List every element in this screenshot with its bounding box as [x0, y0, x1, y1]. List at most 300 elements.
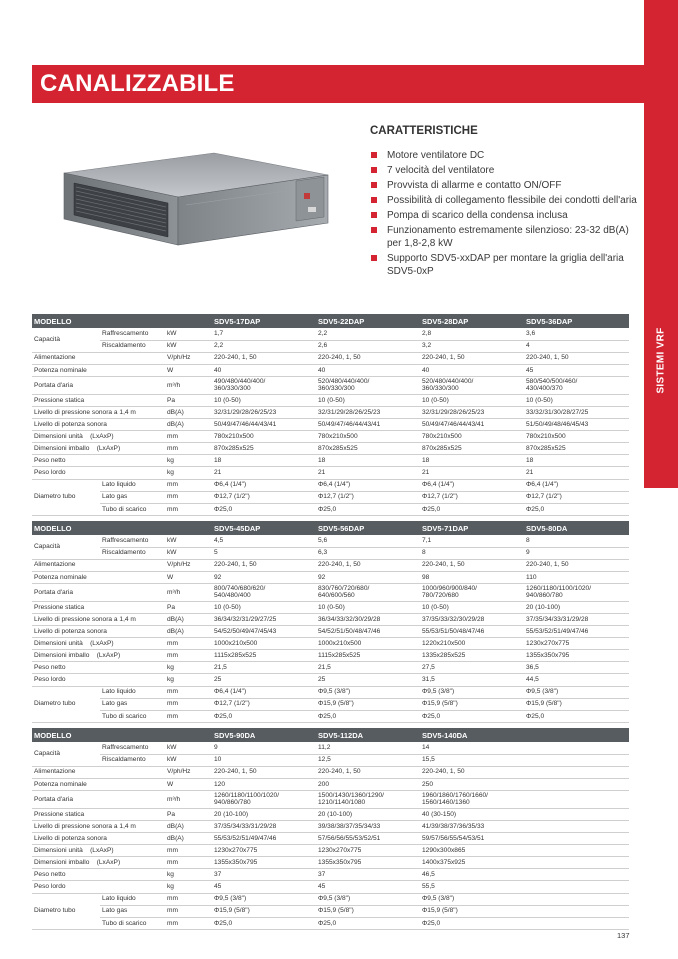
row-label: Peso netto — [32, 869, 165, 881]
unit-cell: mm — [165, 491, 212, 503]
row-peso-netto — [32, 662, 629, 674]
value-cell — [524, 790, 629, 808]
value-line: 1560/1460/1360 — [422, 799, 470, 807]
value-cell: 36,5 — [524, 662, 629, 674]
group-label: Diametro tubo — [32, 893, 100, 929]
unit-cell: kW — [165, 742, 212, 754]
row-dimensioni-unita — [32, 638, 629, 650]
model-name: SDV5-56DAP — [316, 521, 420, 535]
value-cell: Φ25,0 — [420, 710, 524, 722]
value-cell: 18 — [420, 455, 524, 467]
unit-cell: dB(A) — [165, 419, 212, 431]
value-cell — [420, 583, 524, 601]
value-cell: 37/35/33/32/30/29/28 — [420, 613, 524, 625]
value-cell: 7,1 — [420, 535, 524, 547]
unit-cell: V/ph/Hz — [165, 352, 212, 364]
value-cell — [524, 881, 629, 893]
unit-cell: kg — [165, 674, 212, 686]
value-cell: 11,2 — [316, 742, 420, 754]
group-label: Capacità — [32, 535, 100, 559]
value-line: 430/400/370 — [526, 385, 563, 393]
value-cell — [316, 376, 420, 394]
value-cell: 21 — [524, 467, 629, 479]
value-cell: 92 — [212, 571, 316, 583]
value-cell: 21 — [420, 467, 524, 479]
value-line: 780/720/680 — [422, 592, 459, 600]
value-cell: 21 — [212, 467, 316, 479]
group-label: Capacità — [32, 328, 100, 352]
value-cell: 220-240, 1, 50 — [524, 559, 629, 571]
unit-cell: dB(A) — [165, 626, 212, 638]
group-label: Diametro tubo — [32, 686, 100, 722]
model-name: SDV5-45DAP — [212, 521, 316, 535]
table-header — [32, 728, 629, 742]
value-cell: 2,2 — [212, 340, 316, 352]
label-dimensioni: Dimensioni — [34, 432, 67, 440]
value-cell: 40 — [316, 364, 420, 376]
unit-cell: mm — [165, 650, 212, 662]
value-cell: Φ25,0 — [420, 917, 524, 929]
value-cell: Φ15,9 (5/8") — [420, 698, 524, 710]
value-cell: Φ25,0 — [524, 503, 629, 515]
value-line: 1500/1430/1360/1290/ — [318, 791, 385, 799]
unit-cell: dB(A) — [165, 833, 212, 845]
value-cell: Φ9,5 (3/8") — [420, 686, 524, 698]
unit-cell: W — [165, 571, 212, 583]
row-label: Livello di pressione sonora a 1,4 m — [32, 820, 165, 832]
value-line: 940/860/780 — [526, 592, 563, 600]
spec-table-1 — [32, 314, 629, 516]
value-cell: 1220x210x500 — [420, 638, 524, 650]
row-potenza-nominale — [32, 364, 629, 376]
row-label: Alimentazione — [32, 352, 165, 364]
value-cell: 37/35/34/33/31/29/28 — [524, 613, 629, 625]
value-cell — [524, 808, 629, 820]
unit-cell: kg — [165, 662, 212, 674]
value-cell: 32/31/29/28/26/25/23 — [212, 406, 316, 418]
table-header — [32, 314, 629, 328]
value-cell: 33/32/31/30/28/27/25 — [524, 406, 629, 418]
unit-cell: mm — [165, 917, 212, 929]
unit-cell: kg — [165, 455, 212, 467]
row-livello-pressione — [32, 613, 629, 625]
row-label: Potenza nominale — [32, 364, 165, 376]
value-cell: 15,5 — [420, 754, 524, 766]
value-cell: 45 — [212, 881, 316, 893]
label-dim-type: unità — [68, 639, 83, 647]
unit-cell: kg — [165, 881, 212, 893]
value-cell: 8 — [524, 535, 629, 547]
value-cell: Φ6,4 (1/4") — [316, 479, 420, 491]
value-cell: 9 — [212, 742, 316, 754]
value-cell: 55,5 — [420, 881, 524, 893]
unit-cell: kW — [165, 547, 212, 559]
value-cell — [316, 790, 420, 808]
sub-label: Tubo di scarico — [100, 917, 165, 929]
value-line: 490/480/440/400/ — [214, 377, 266, 385]
unit-cell: kW — [165, 535, 212, 547]
value-cell: 21,5 — [212, 662, 316, 674]
value-cell: Φ6,4 (1/4") — [212, 479, 316, 491]
row-lato-liquido — [32, 686, 629, 698]
unit-cell: mm — [165, 638, 212, 650]
model-name: SDV5-22DAP — [316, 314, 420, 328]
value-cell: 5 — [212, 547, 316, 559]
row-peso-netto — [32, 869, 629, 881]
value-cell: 1000x210x500 — [212, 638, 316, 650]
value-cell: 3,6 — [524, 328, 629, 340]
value-cell: 8 — [420, 547, 524, 559]
row-lato-gas — [32, 698, 629, 710]
unit-cell: Pa — [165, 394, 212, 406]
value-cell: Φ25,0 — [212, 917, 316, 929]
value-cell: 18 — [316, 455, 420, 467]
side-tab-label: SISTEMI VRF — [655, 326, 667, 394]
value-cell: 870x285x525 — [524, 443, 629, 455]
value-cell: 120 — [212, 778, 316, 790]
sub-label: Raffrescamento — [100, 328, 165, 340]
value-cell: Φ15,9 (5/8") — [316, 905, 420, 917]
unit-cell: V/ph/Hz — [165, 766, 212, 778]
label-lxaxp: (LxAxP) — [90, 639, 114, 647]
value-cell: Φ25,0 — [212, 503, 316, 515]
value-cell: 10 (0-50) — [316, 394, 420, 406]
row-livello-potenza — [32, 626, 629, 638]
value-line: 520/480/440/400/ — [422, 377, 474, 385]
sub-label: Lato gas — [100, 905, 165, 917]
row-label: Potenza nominale — [32, 571, 165, 583]
label-dim-type: imballo — [68, 652, 90, 660]
ducted-unit-image — [56, 145, 336, 255]
unit-cell: kW — [165, 340, 212, 352]
unit-cell: mm — [165, 431, 212, 443]
row-label: Potenza nominale — [32, 778, 165, 790]
label-dimensioni: Dimensioni — [34, 859, 67, 867]
value-cell: 220-240, 1, 50 — [420, 766, 524, 778]
value-cell: 14 — [420, 742, 524, 754]
row-dimensioni-imballo — [32, 857, 629, 869]
sub-label: Tubo di scarico — [100, 503, 165, 515]
value-cell: 1355x350x795 — [212, 857, 316, 869]
value-cell: 39/38/38/37/35/34/33 — [316, 820, 420, 832]
value-cell — [212, 790, 316, 808]
unit-cell: Pa — [165, 808, 212, 820]
row-dimensioni-unita — [32, 845, 629, 857]
unit-cell: kW — [165, 328, 212, 340]
row-label: Peso lordo — [32, 467, 165, 479]
value-cell: 40 — [420, 364, 524, 376]
row-portata-aria — [32, 583, 629, 601]
sub-label: Lato liquido — [100, 479, 165, 491]
unit-cell: dB(A) — [165, 406, 212, 418]
group-label: Capacità — [32, 742, 100, 766]
row-lato-gas — [32, 491, 629, 503]
value-cell — [524, 376, 629, 394]
row-livello-potenza — [32, 833, 629, 845]
value-cell: 220-240, 1, 50 — [212, 559, 316, 571]
value-cell: 51/50/49/48/46/45/43 — [524, 419, 629, 431]
value-cell: 46,5 — [420, 869, 524, 881]
value-cell: 5,6 — [316, 535, 420, 547]
row-label: Livello di pressione sonora a 1,4 m — [32, 613, 165, 625]
value-cell: Φ9,5 (3/8") — [316, 686, 420, 698]
value-cell: 55/53/51/50/48/47/46 — [420, 626, 524, 638]
value-cell — [524, 742, 629, 754]
sub-label: Lato liquido — [100, 893, 165, 905]
value-cell: 220-240, 1, 50 — [212, 352, 316, 364]
value-line: 800/740/680/620/ — [214, 584, 266, 592]
value-cell: 250 — [420, 778, 524, 790]
row-label: Pressione statica — [32, 394, 165, 406]
row-peso-netto — [32, 455, 629, 467]
value-cell: 870x285x525 — [420, 443, 524, 455]
value-cell: Φ6,4 (1/4") — [524, 479, 629, 491]
unit-cell: m³/h — [165, 583, 212, 601]
title-bar — [32, 65, 645, 103]
value-line: 640/600/560 — [318, 592, 355, 600]
value-cell: 1355x350x795 — [524, 650, 629, 662]
value-cell: 12,5 — [316, 754, 420, 766]
sub-label: Riscaldamento — [100, 340, 165, 352]
unit-cell: mm — [165, 479, 212, 491]
value-cell: 110 — [524, 571, 629, 583]
unit-cell: mm — [165, 698, 212, 710]
spec-table-2 — [32, 521, 629, 723]
value-line: 1000/960/900/840/ — [422, 584, 478, 592]
model-name: SDV5-28DAP — [420, 314, 524, 328]
value-cell: 98 — [420, 571, 524, 583]
row-raffrescamento — [32, 742, 629, 754]
label-dimensioni: Dimensioni — [34, 846, 67, 854]
row-label: Peso lordo — [32, 881, 165, 893]
value-cell: Φ15,9 (5/8") — [212, 905, 316, 917]
row-label — [32, 845, 165, 857]
value-cell: 10 (0-50) — [524, 394, 629, 406]
row-label: Peso netto — [32, 662, 165, 674]
row-livello-pressione — [32, 406, 629, 418]
value-cell: 32/31/29/28/26/25/23 — [316, 406, 420, 418]
value-cell: 25 — [212, 674, 316, 686]
unit-cell: W — [165, 778, 212, 790]
row-livello-pressione — [32, 820, 629, 832]
model-name: SDV5-140DA — [420, 728, 524, 742]
page-number: 137 — [617, 931, 630, 940]
value-cell: 6,3 — [316, 547, 420, 559]
value-cell: 870x285x525 — [212, 443, 316, 455]
value-cell: Φ6,4 (1/4") — [212, 686, 316, 698]
value-cell: 92 — [316, 571, 420, 583]
value-cell: 780x210x500 — [524, 431, 629, 443]
label-dim-type: imballo — [68, 445, 90, 453]
row-peso-lordo — [32, 674, 629, 686]
value-cell: 10 — [212, 754, 316, 766]
unit-cell: mm — [165, 710, 212, 722]
value-cell — [524, 917, 629, 929]
features-title: CARATTERISTICHE — [370, 125, 478, 137]
unit-cell: dB(A) — [165, 820, 212, 832]
value-cell: 1355x350x795 — [316, 857, 420, 869]
unit-cell: kg — [165, 467, 212, 479]
feature-list — [370, 149, 640, 278]
feature-item: Funzionamento estremamente silenzioso: 23-32 dB(A) per 1,8-2,8 kW — [370, 224, 640, 250]
value-cell: Φ9,5 (3/8") — [212, 893, 316, 905]
row-pressione-statica — [32, 394, 629, 406]
row-label: Pressione statica — [32, 601, 165, 613]
unit-cell: mm — [165, 905, 212, 917]
sub-label: Lato liquido — [100, 686, 165, 698]
label-lxaxp: (LxAxP) — [96, 652, 121, 660]
row-peso-lordo — [32, 881, 629, 893]
value-cell: 4,5 — [212, 535, 316, 547]
value-cell — [524, 820, 629, 832]
value-cell: Φ25,0 — [316, 503, 420, 515]
value-line: 520/480/440/400/ — [318, 377, 370, 385]
unit-cell: kg — [165, 869, 212, 881]
feature-item: Motore ventilatore DC — [370, 149, 640, 162]
value-cell: 870x285x525 — [316, 443, 420, 455]
sub-label: Raffrescamento — [100, 742, 165, 754]
model-name: SDV5-71DAP — [420, 521, 524, 535]
value-cell: 44,5 — [524, 674, 629, 686]
value-cell: 55/53/52/51/49/47/46 — [524, 626, 629, 638]
group-label: Diametro tubo — [32, 479, 100, 515]
value-cell: 1230x270x775 — [316, 845, 420, 857]
row-raffrescamento — [32, 535, 629, 547]
row-tubo-scarico — [32, 917, 629, 929]
value-cell: 1230x270x775 — [524, 638, 629, 650]
value-cell: 220-240, 1, 50 — [316, 352, 420, 364]
value-cell: 45 — [316, 881, 420, 893]
row-livello-potenza — [32, 419, 629, 431]
row-label — [32, 638, 165, 650]
label-lxaxp: (LxAxP) — [96, 859, 121, 867]
value-cell: 780x210x500 — [316, 431, 420, 443]
value-cell: 1115x285x525 — [316, 650, 420, 662]
value-cell — [524, 766, 629, 778]
value-cell: 18 — [524, 455, 629, 467]
label-dimensioni: Dimensioni — [34, 445, 67, 453]
row-tubo-scarico — [32, 710, 629, 722]
row-label: Peso netto — [32, 455, 165, 467]
sub-label: Riscaldamento — [100, 547, 165, 559]
value-cell — [524, 754, 629, 766]
value-line: 940/860/780 — [214, 799, 251, 807]
label-lxaxp: (LxAxP) — [90, 846, 114, 854]
row-raffrescamento — [32, 328, 629, 340]
feature-item: Provvista di allarme e contatto ON/OFF — [370, 179, 640, 192]
header-modello: MODELLO — [32, 314, 212, 328]
header-modello: MODELLO — [32, 521, 212, 535]
label-dim-type: unità — [68, 846, 83, 854]
row-label: Alimentazione — [32, 559, 165, 571]
unit-cell: V/ph/Hz — [165, 559, 212, 571]
row-riscaldamento — [32, 754, 629, 766]
row-label: Livello di pressione sonora a 1,4 m — [32, 406, 165, 418]
unit-cell: m³/h — [165, 790, 212, 808]
value-cell: 21,5 — [316, 662, 420, 674]
value-cell: Φ15,9 (5/8") — [420, 905, 524, 917]
unit-cell: mm — [165, 443, 212, 455]
table-header — [32, 521, 629, 535]
value-cell: Φ12,7 (1/2") — [212, 698, 316, 710]
value-cell: 10 (0-50) — [420, 394, 524, 406]
value-cell: 4 — [524, 340, 629, 352]
value-line: 360/330/300 — [422, 385, 459, 393]
feature-item: Possibilità di collegamento flessibile dei condotti dell'aria — [370, 194, 640, 207]
value-cell — [524, 833, 629, 845]
value-cell: 55/53/52/51/49/47/46 — [212, 833, 316, 845]
row-label: Peso lordo — [32, 674, 165, 686]
value-line: 1260/1180/1100/1020/ — [526, 584, 592, 592]
value-cell — [524, 778, 629, 790]
value-cell: 1400x375x925 — [420, 857, 524, 869]
value-cell — [524, 905, 629, 917]
value-cell: Φ15,9 (5/8") — [524, 698, 629, 710]
row-lato-liquido — [32, 479, 629, 491]
label-dim-type: unità — [68, 432, 83, 440]
value-cell: 20 (10-100) — [524, 601, 629, 613]
value-cell: Φ9,5 (3/8") — [420, 893, 524, 905]
value-cell: 40 (30-150) — [420, 808, 524, 820]
unit-cell: mm — [165, 503, 212, 515]
value-cell: 37 — [316, 869, 420, 881]
value-cell: 41/39/38/37/36/35/33 — [420, 820, 524, 832]
row-alimentazione — [32, 559, 629, 571]
row-peso-lordo — [32, 467, 629, 479]
label-dimensioni: Dimensioni — [34, 639, 67, 647]
value-cell — [524, 857, 629, 869]
model-name — [524, 728, 629, 742]
value-cell: 54/52/50/49/47/45/43 — [212, 626, 316, 638]
row-dimensioni-imballo — [32, 650, 629, 662]
row-label — [32, 650, 165, 662]
row-dimensioni-unita — [32, 431, 629, 443]
value-cell: 54/52/51/50/48/47/46 — [316, 626, 420, 638]
value-cell: 20 (10-100) — [316, 808, 420, 820]
sub-label: Raffrescamento — [100, 535, 165, 547]
value-cell: 50/49/47/46/44/43/41 — [212, 419, 316, 431]
unit-cell: mm — [165, 845, 212, 857]
row-potenza-nominale — [32, 778, 629, 790]
value-cell: Φ25,0 — [316, 917, 420, 929]
value-cell: 36/34/32/31/29/27/25 — [212, 613, 316, 625]
value-cell: Φ12,7 (1/2") — [524, 491, 629, 503]
unit-cell: m³/h — [165, 376, 212, 394]
row-riscaldamento — [32, 547, 629, 559]
value-cell: 1230x270x775 — [212, 845, 316, 857]
value-cell: 220-240, 1, 50 — [420, 352, 524, 364]
value-cell: 20 (10-100) — [212, 808, 316, 820]
spec-table-3 — [32, 728, 629, 930]
model-name: SDV5-90DA — [212, 728, 316, 742]
value-cell: 45 — [524, 364, 629, 376]
model-name: SDV5-112DA — [316, 728, 420, 742]
row-pressione-statica — [32, 808, 629, 820]
row-label: Portata d'aria — [32, 790, 165, 808]
value-cell: 10 (0-50) — [212, 601, 316, 613]
value-cell: Φ6,4 (1/4") — [420, 479, 524, 491]
value-cell: 40 — [212, 364, 316, 376]
row-label: Livello di potenza sonora — [32, 833, 165, 845]
value-cell: 59/57/56/55/54/53/51 — [420, 833, 524, 845]
value-cell: 220-240, 1, 50 — [212, 766, 316, 778]
label-lxaxp: (LxAxP) — [90, 432, 114, 440]
features-section — [370, 125, 640, 280]
value-line: 1960/1860/1760/1660/ — [422, 791, 489, 799]
row-pressione-statica — [32, 601, 629, 613]
value-line: 540/480/400 — [214, 592, 251, 600]
row-riscaldamento — [32, 340, 629, 352]
